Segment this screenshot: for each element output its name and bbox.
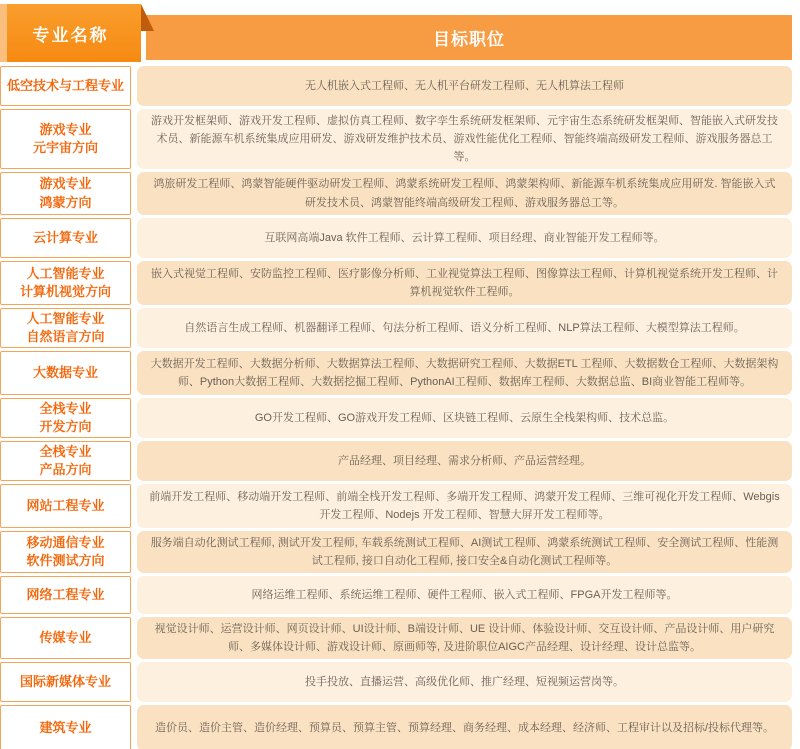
target-positions-cell: 网络运维工程师、系统运维工程师、硬件工程师、嵌入式工程师、FPGA开发工程师等。 [137, 576, 792, 614]
target-positions-header-label: 目标职位 [433, 30, 505, 49]
major-label-line: 全栈专业 [39, 443, 92, 459]
table-row [0, 441, 792, 481]
major-label-line: 元宇宙方向 [32, 140, 98, 156]
major-label-line: 人工智能专业 [26, 265, 105, 281]
table-row [0, 398, 792, 438]
target-positions-cell: 鸿旅研发工程师、鸿蒙智能硬件驱动研发工程师、鸿蒙系统研发工程师、鸿蒙架构师、新能源车机系统集成应用研发. 智能嵌入式研发技术员、鸿蒙智能终端高级研发工程师、游戏服务器总工等。 [137, 172, 792, 214]
target-positions-cell: 产品经理、项目经理、需求分析师、产品运营经理。 [137, 441, 792, 481]
major-name-cell [0, 351, 131, 395]
major-label-line: 全栈专业 [39, 400, 92, 416]
target-positions-cell: 嵌入式视觉工程师、安防监控工程师、医疗影像分析师、工业视觉算法工程师、图像算法工程师、计算机视觉系统开发工程师、计算机视觉软件工程师。 [137, 261, 792, 305]
target-positions-cell: 自然语言生成工程师、机器翻译工程师、句法分析工程师、语义分析工程师、NLP算法工程师、大模型算法工程师。 [137, 308, 792, 348]
major-label-line: 鸿蒙方向 [39, 194, 92, 210]
major-name-cell [0, 398, 131, 438]
major-label-line: 开发方向 [39, 418, 92, 434]
major-label-line: 自然语言方向 [26, 328, 105, 344]
target-positions-cell: 投手投放、直播运营、高级优化师、推广经理、短视频运营岗等。 [137, 662, 792, 702]
major-name-cell [0, 705, 131, 749]
table-row [0, 484, 792, 528]
major-label-line: 移动通信专业 [26, 534, 105, 550]
target-positions-cell: 大数据开发工程师、大数据分析师、大数据算法工程师、大数据研究工程师、大数据ETL 工程师、大数据数仓工程师、大数据架构师、Python大数据工程师、大数据挖掘工程师、PythonAI工程师、数据库工程师、大数据总监、BI商业智能工程师等。 [137, 351, 792, 395]
major-name-cell [0, 484, 131, 528]
major-label-line: 人工智能专业 [26, 310, 105, 326]
major-name-cell [0, 617, 131, 659]
major-label-line: 云计算专业 [32, 229, 98, 245]
target-positions-cell: 造价员、造价主管、造价经理、预算员、预算主管、预算经理、商务经理、成本经理、经济师、工程审计以及招标/投标代理等。 [137, 705, 792, 749]
table-body [0, 66, 792, 749]
major-name-header-ribbon [0, 4, 141, 62]
major-label-line: 传媒专业 [39, 630, 92, 646]
major-label-line: 计算机视觉方向 [19, 283, 111, 299]
major-label-line: 网站工程专业 [26, 497, 105, 513]
table-row [0, 662, 792, 702]
major-name-cell [0, 531, 131, 573]
target-positions-cell: 游戏开发框架师、游戏开发工程师、虚拟仿真工程师、数字孪生系统研发框架师、元宇宙生态系统研发框架师、智能嵌入式研发技术员、新能源车机系统集成应用研发、游戏研发维护技术员、游戏性能优化工程师、智能终端高级研发工程师、游戏服务器总工等。 [137, 109, 792, 169]
major-name-cell [0, 109, 131, 169]
table-row [0, 109, 792, 169]
table-row [0, 218, 792, 258]
major-name-cell [0, 66, 131, 106]
major-label-line: 低空技术与工程专业 [6, 77, 124, 93]
major-name-header-label: 专业名称 [32, 25, 109, 45]
table-row [0, 531, 792, 573]
major-name-cell [0, 261, 131, 305]
target-positions-cell: GO开发工程师、GO游戏开发工程师、区块链工程师、云原生全栈架构师、技术总监。 [137, 398, 792, 438]
target-positions-header [146, 15, 792, 60]
major-name-cell [0, 218, 131, 258]
major-label-line: 产品方向 [39, 461, 92, 477]
major-label-line: 建筑专业 [39, 720, 92, 736]
major-name-cell [0, 662, 131, 702]
target-positions-cell: 互联网高端Java 软件工程师、云计算工程师、项目经理、商业智能开发工程师等。 [137, 218, 792, 258]
major-label-line: 游戏专业 [39, 122, 92, 138]
table-row [0, 351, 792, 395]
table-row [0, 576, 792, 614]
major-label-line: 网络工程专业 [26, 586, 105, 602]
major-name-cell [0, 172, 131, 214]
target-positions-cell: 视觉设计师、运营设计师、网页设计师、UI设计师、B端设计师、UE 设计师、体验设计师、交互设计师、产品设计师、用户研究师、多媒体设计师、游戏设计师、原画师等, 及进阶职位AIGC产品经理、设计经理、设计总监等。 [137, 617, 792, 659]
table-row [0, 66, 792, 106]
table-row [0, 308, 792, 348]
major-label-line: 游戏专业 [39, 176, 92, 192]
target-positions-cell: 无人机嵌入式工程师、无人机平台研发工程师、无人机算法工程师 [137, 66, 792, 106]
table-row [0, 617, 792, 659]
major-name-cell [0, 308, 131, 348]
target-positions-cell: 服务端自动化测试工程师, 测试开发工程师, 车载系统测试工程师、AI测试工程师、鸿蒙系统测试工程师、安全测试工程师、性能测试工程师, 接口自动化工程师, 接口安全&自动化测试工程师等。 [137, 531, 792, 573]
table-row [0, 261, 792, 305]
table-row [0, 705, 792, 749]
target-positions-cell: 前端开发工程师、移动端开发工程师、前端全栈开发工程师、多端开发工程师、鸿蒙开发工程师、三维可视化开发工程师、Webgis开发工程师、Nodejs 开发工程师、智慧大屏开发工程师等。 [137, 484, 792, 528]
major-label-line: 国际新媒体专业 [19, 674, 111, 690]
major-label-line: 软件测试方向 [26, 552, 105, 568]
table-row [0, 172, 792, 214]
table-header [0, 4, 792, 62]
major-name-cell [0, 441, 131, 481]
major-name-cell [0, 576, 131, 614]
major-label-line: 大数据专业 [32, 364, 98, 380]
